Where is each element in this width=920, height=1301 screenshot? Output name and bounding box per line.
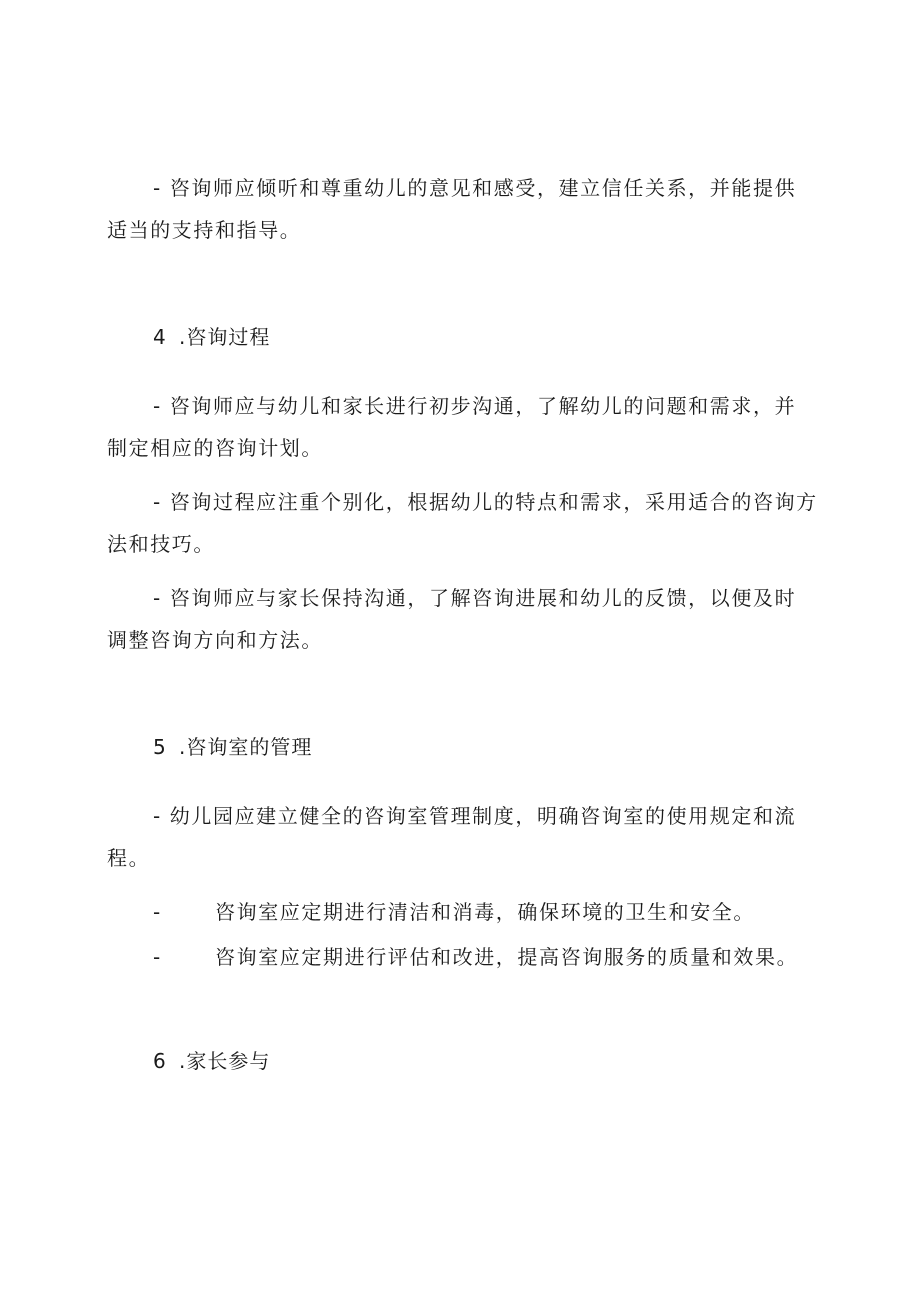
paragraph-listening xyxy=(107,167,807,251)
section-number: 4 xyxy=(153,325,167,349)
paragraph-line: - 咨询师应与幼儿和家长进行初步沟通，了解幼儿的问题和需求，并 xyxy=(153,394,797,418)
paragraph-line: - 咨询师应与家长保持沟通，了解咨询进展和幼儿的反馈，以便及时 xyxy=(153,586,797,610)
section-number: 6 xyxy=(153,1049,167,1073)
paragraph-line: 适当的支持和指导。 xyxy=(107,218,302,242)
section-heading-4 xyxy=(153,322,270,352)
paragraph-line: 程。 xyxy=(107,846,151,870)
section-heading-5 xyxy=(153,732,312,762)
paragraph-individualized xyxy=(107,481,818,565)
paragraph-line: - 咨询过程应注重个别化，根据幼儿的特点和需求，采用适合的咨询方 xyxy=(153,490,818,514)
bullet-dash: - xyxy=(153,945,162,969)
paragraph-line: - 幼儿园应建立健全的咨询室管理制度，明确咨询室的使用规定和流 xyxy=(153,804,797,828)
bullet-text: 咨询室应定期进行评估和改进，提高咨询服务的质量和效果。 xyxy=(215,945,799,969)
bullet-evaluation xyxy=(153,942,798,972)
bullet-text: 咨询室应定期进行清洁和消毒，确保环境的卫生和安全。 xyxy=(215,900,755,924)
paragraph-line: - 咨询师应倾听和尊重幼儿的意见和感受，建立信任关系，并能提供 xyxy=(153,176,797,200)
paragraph-line: 调整咨询方向和方法。 xyxy=(107,628,323,652)
paragraph-line: 制定相应的咨询计划。 xyxy=(107,436,323,460)
paragraph-parent-communication xyxy=(107,577,807,661)
paragraph-management-system xyxy=(107,795,807,879)
section-number: 5 xyxy=(153,735,167,759)
section-title: .咨询过程 xyxy=(179,325,271,349)
section-title: .咨询室的管理 xyxy=(179,735,313,759)
bullet-cleaning xyxy=(153,897,755,927)
section-heading-6 xyxy=(153,1046,270,1076)
paragraph-line: 法和技巧。 xyxy=(107,532,215,556)
paragraph-initial-communication xyxy=(107,385,807,469)
section-title: .家长参与 xyxy=(179,1049,271,1073)
bullet-dash: - xyxy=(153,900,162,924)
